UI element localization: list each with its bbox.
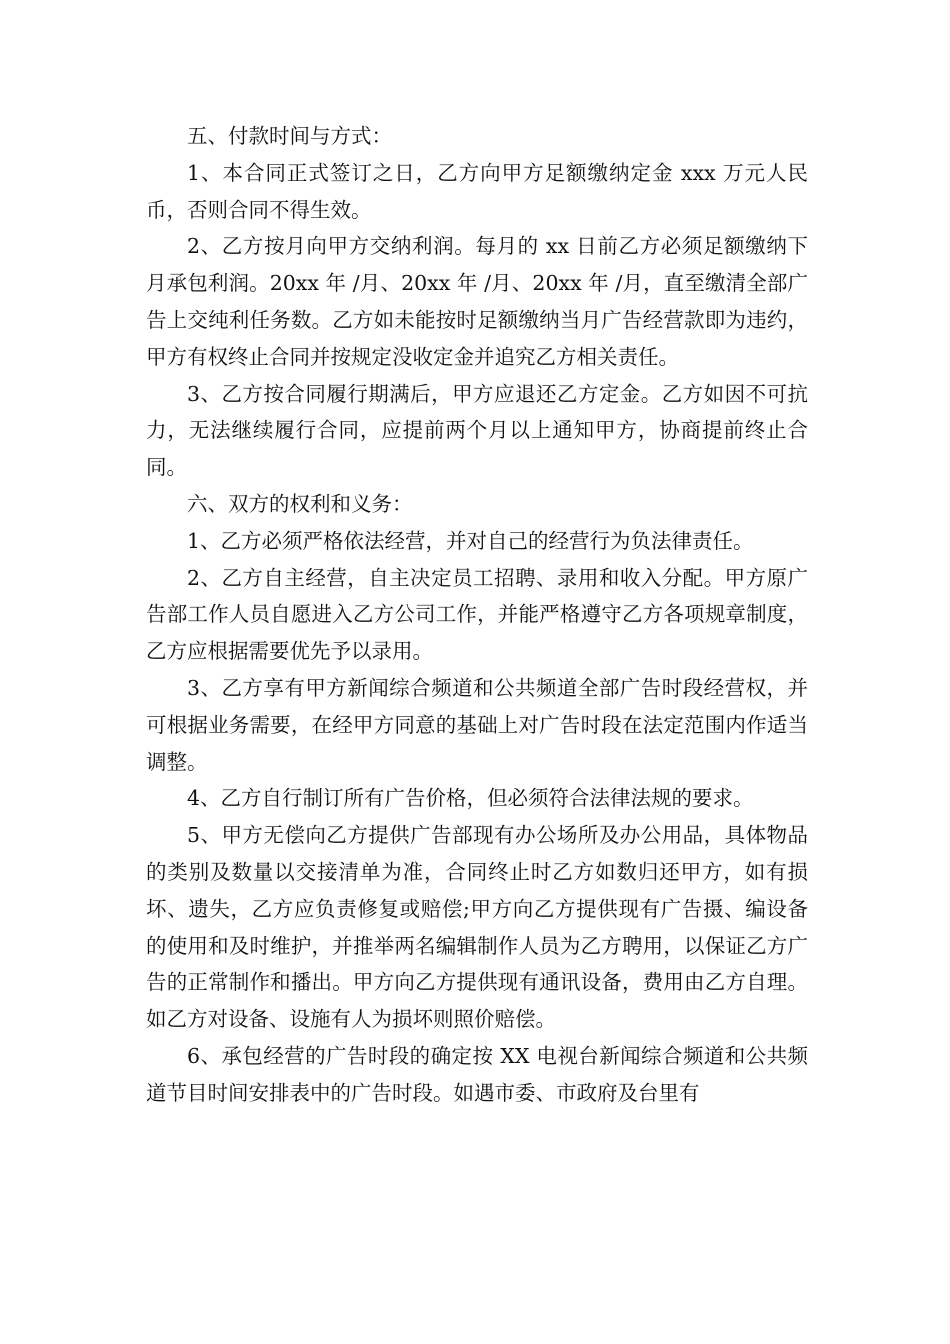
- clause-paragraph: 3、乙方享有甲方新闻综合频道和公共频道全部广告时段经营权，并可根据业务需要，在经甲方同意的基础上对广告时段在法定范围内作适当调整。: [146, 675, 808, 774]
- document-body: [146, 118, 808, 1112]
- clause-paragraph: 1、本合同正式签订之日，乙方向甲方足额缴纳定金 xxx 万元人民币，否则合同不得生效。: [146, 160, 808, 222]
- clause-paragraph: 2、乙方按月向甲方交纳利润。每月的 xx 日前乙方必须足额缴纳下月承包利润。20xx 年 /月、20xx 年 /月、20xx 年 /月，直至缴清全部广告上交纯利任务数。乙方如未能按时足额缴纳当月广告经营款即为违约，甲方有权终止合同并按规定没收定金并追究乙方相关责任。: [146, 234, 808, 369]
- clause-paragraph: 4、乙方自行制订所有广告价格，但必须符合法律法规的要求。: [187, 786, 754, 811]
- clause-paragraph: 5、甲方无偿向乙方提供广告部现有办公场所及办公用品，具体物品的类别及数量以交接清单为准，合同终止时乙方如数归还甲方，如有损坏、遗失，乙方应负责修复或赔偿;甲方向乙方提供现有广告摄、编设备的使用和及时维护，并推举两名编辑制作人员为乙方聘用，以保证乙方广告的正常制作和播出。甲方向乙方提供现有通讯设备，费用由乙方自理。如乙方对设备、设施有人为损坏则照价赔偿。: [146, 823, 808, 1032]
- clause-paragraph: 2、乙方自主经营，自主决定员工招聘、录用和收入分配。甲方原广告部工作人员自愿进入乙方公司工作，并能严格遵守乙方各项规章制度，乙方应根据需要优先予以录用。: [146, 565, 808, 664]
- section-heading-rights: 六、双方的权利和义务：: [187, 491, 413, 516]
- clause-paragraph: 6、承包经营的广告时段的确定按 XX 电视台新闻综合频道和公共频道节目时间安排表中的广告时段。如遇市委、市政府及台里有: [146, 1043, 808, 1105]
- section-heading-payment: 五、付款时间与方式：: [187, 124, 392, 148]
- clause-paragraph: 3、乙方按合同履行期满后，甲方应退还乙方定金。乙方如因不可抗力，无法继续履行合同，应提前两个月以上通知甲方，协商提前终止合同。: [146, 381, 808, 480]
- clause-paragraph: 1、乙方必须严格依法经营，并对自己的经营行为负法律责任。: [187, 528, 754, 553]
